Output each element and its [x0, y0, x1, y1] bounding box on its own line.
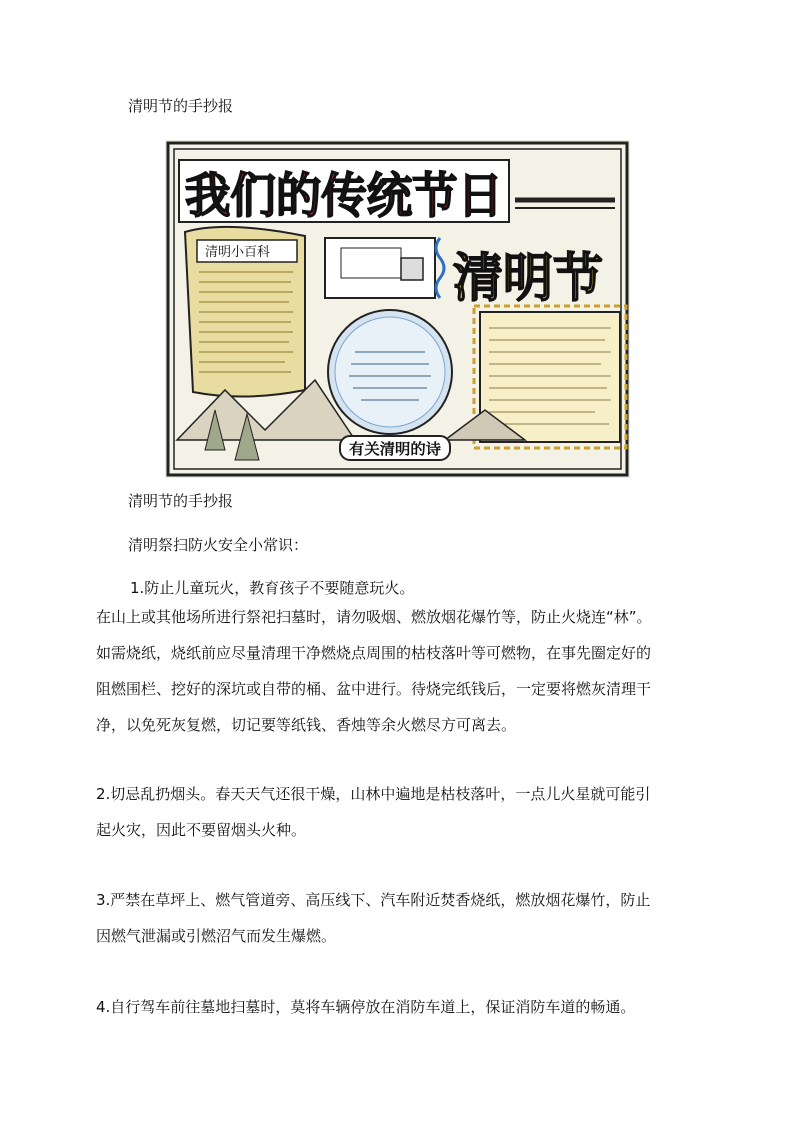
item-1-line-3: 如需烧纸，烧纸前应尽量清理干净燃烧点周围的枯枝落叶等可燃物，在事先圈定好的 [96, 644, 652, 662]
handwritten-poster-image [165, 140, 630, 478]
page-heading: 清明节的手抄报 [128, 97, 234, 115]
poem-label: 有关清明的诗 [349, 440, 441, 458]
encyclopedia-scroll [185, 227, 305, 397]
section-title: 清明祭扫防火安全小常识： [128, 536, 309, 554]
image-caption: 清明节的手抄报 [128, 492, 234, 510]
item-2-line-2: 起火灾，因此不要留烟头火种。 [96, 821, 307, 839]
festival-name-panel [325, 238, 603, 309]
item-1-line-1: 1.防止儿童玩火，教育孩子不要随意玩火。 [130, 579, 415, 597]
encyclopedia-title: 清明小百科 [205, 245, 271, 260]
item-3-line-2: 因燃气泄漏或引燃沼气而发生爆燃。 [96, 927, 337, 945]
item-1-line-2: 在山上或其他场所进行祭祀扫墓时，请勿吸烟、燃放烟花爆竹等，防止火烧连“林”。 [96, 608, 652, 626]
item-1-line-5: 净，以免死灰复燃，切记要等纸钱、香烛等余火燃尽方可离去。 [96, 716, 517, 734]
poem-circle [328, 310, 452, 434]
poem-label-banner [340, 436, 450, 460]
item-4-line-1: 4.自行驾车前往墓地扫墓时，莫将车辆停放在消防车道上，保证消防车道的畅通。 [96, 998, 636, 1016]
item-1-line-4: 阻燃围栏、挖好的深坑或自带的桶、盆中进行。待烧完纸钱后，一定要将燃灰清理干 [96, 680, 652, 698]
item-2-line-1: 2.切忌乱扔烟头。春天天气还很干燥，山林中遍地是枯枝落叶，一点儿火星就可能引 [96, 785, 651, 803]
festival-name: 清明节 [453, 249, 603, 309]
poster-banner-title: 我们的传统节日 [185, 168, 503, 224]
item-3-line-1: 3.严禁在草坪上、燃气管道旁、高压线下、汽车附近焚香烧纸，燃放烟花爆竹，防止 [96, 891, 651, 909]
